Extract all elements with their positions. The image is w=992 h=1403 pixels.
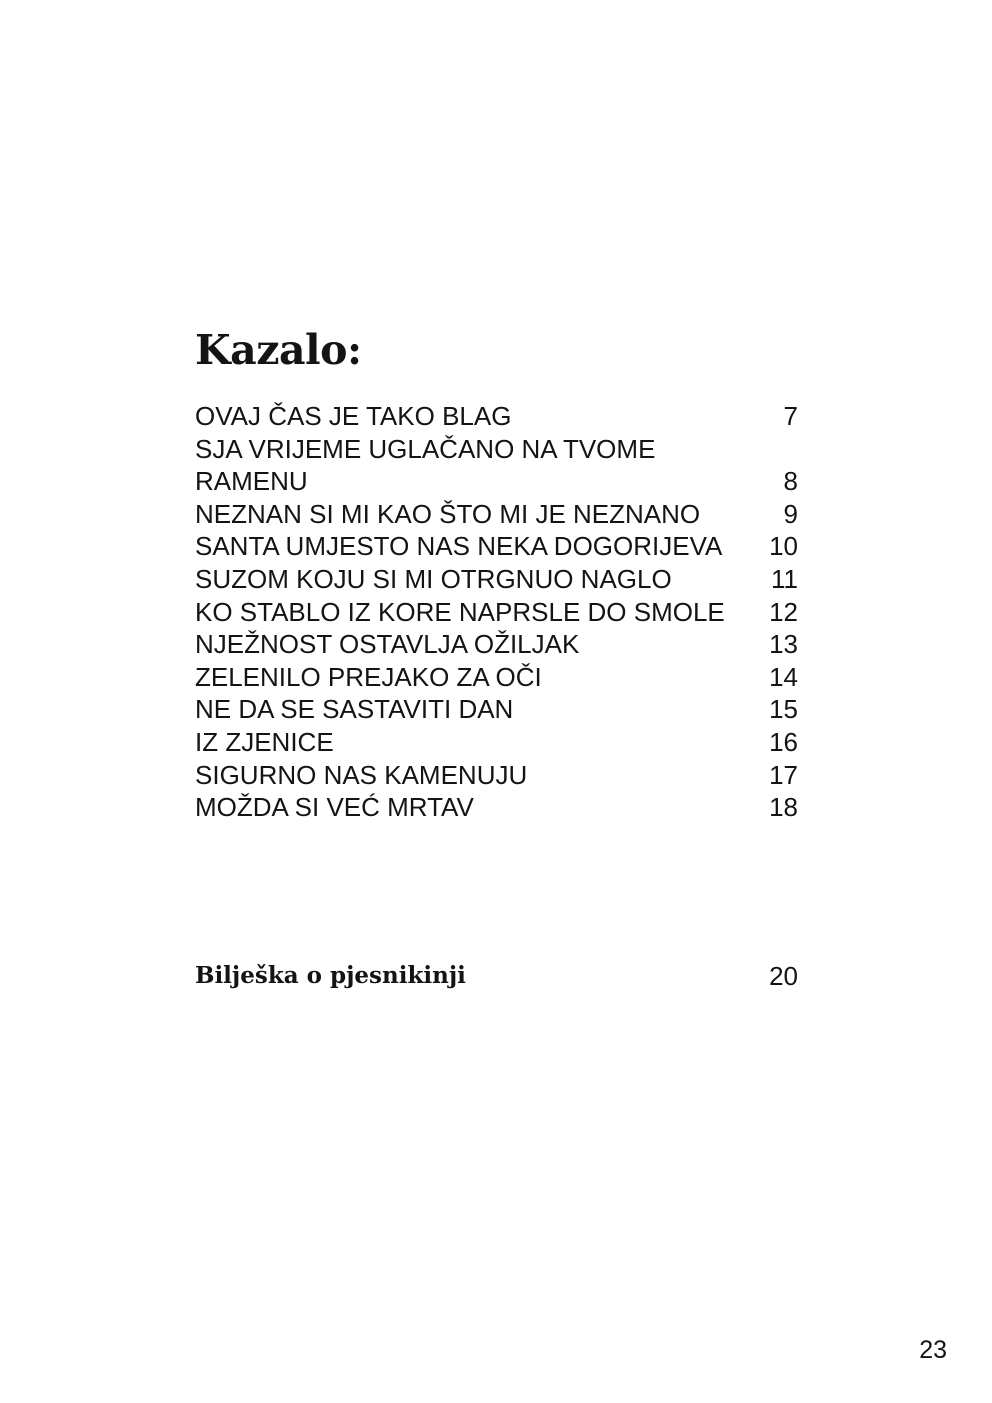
toc-entry-page: 12 (769, 596, 798, 627)
toc-entry (195, 530, 800, 563)
toc-entry-title: NE DA SE SASTAVITI DAN (195, 694, 514, 725)
toc-entry-title: SUZOM KOJU SI MI OTRGNUO NAGLO (195, 563, 672, 594)
toc-entry-page: 14 (769, 661, 798, 692)
toc-entry (195, 400, 800, 433)
toc-entry-page: 7 (783, 401, 798, 431)
toc-list (195, 400, 800, 824)
toc-entry (195, 791, 800, 824)
toc-note-page: 20 (769, 961, 798, 991)
toc-entry-page: 11 (771, 563, 798, 594)
toc-entry-title: IZ ZJENICE (195, 726, 334, 757)
toc-entry-title: NEZNAN SI MI KAO ŠTO MI JE NEZNANO (195, 498, 701, 529)
toc-entry (195, 433, 800, 498)
toc-entry-title: SJA VRIJEME UGLAČANO NA TVOME RAMENU (195, 433, 656, 497)
toc-note-title: Bilješka o pjesnikinji (195, 962, 466, 989)
toc-entry-title: SANTA UMJESTO NAS NEKA DOGORIJEVA (195, 531, 723, 562)
toc-entry-page: 10 (769, 531, 798, 562)
toc-entry-page: 13 (769, 629, 798, 660)
toc-entry (195, 759, 800, 792)
toc-entry-title: ZELENILO PREJAKO ZA OČI (195, 661, 542, 692)
toc-entry-page: 18 (769, 792, 798, 823)
toc-entry-page: 8 (783, 466, 798, 497)
toc-entry-title: OVAJ ČAS JE TAKO BLAG (195, 401, 512, 431)
toc-entry-page: 17 (769, 759, 798, 790)
page-number: 23 (919, 1336, 947, 1364)
toc-entry-title: SIGURNO NAS KAMENUJU (195, 759, 528, 790)
toc-entry-page: 15 (769, 694, 798, 725)
toc-entry (195, 563, 800, 596)
toc-entry (195, 661, 800, 694)
toc-entry-title: MOŽDA SI VEĆ MRTAV (195, 792, 474, 823)
toc-entry (195, 498, 800, 531)
toc-entry-title: KO STABLO IZ KORE NAPRSLE DO SMOLE (195, 596, 725, 627)
toc-entry (195, 596, 800, 629)
toc-entry (195, 726, 800, 759)
toc-entry-page: 16 (769, 726, 798, 757)
toc-entry (195, 693, 800, 726)
toc-entry (195, 628, 800, 661)
toc-heading: Kazalo: (195, 326, 362, 374)
toc-note-entry (195, 958, 800, 994)
toc-entry-title: NJEŽNOST OSTAVLJA OŽILJAK (195, 629, 580, 660)
toc-entry-page: 9 (783, 498, 798, 529)
